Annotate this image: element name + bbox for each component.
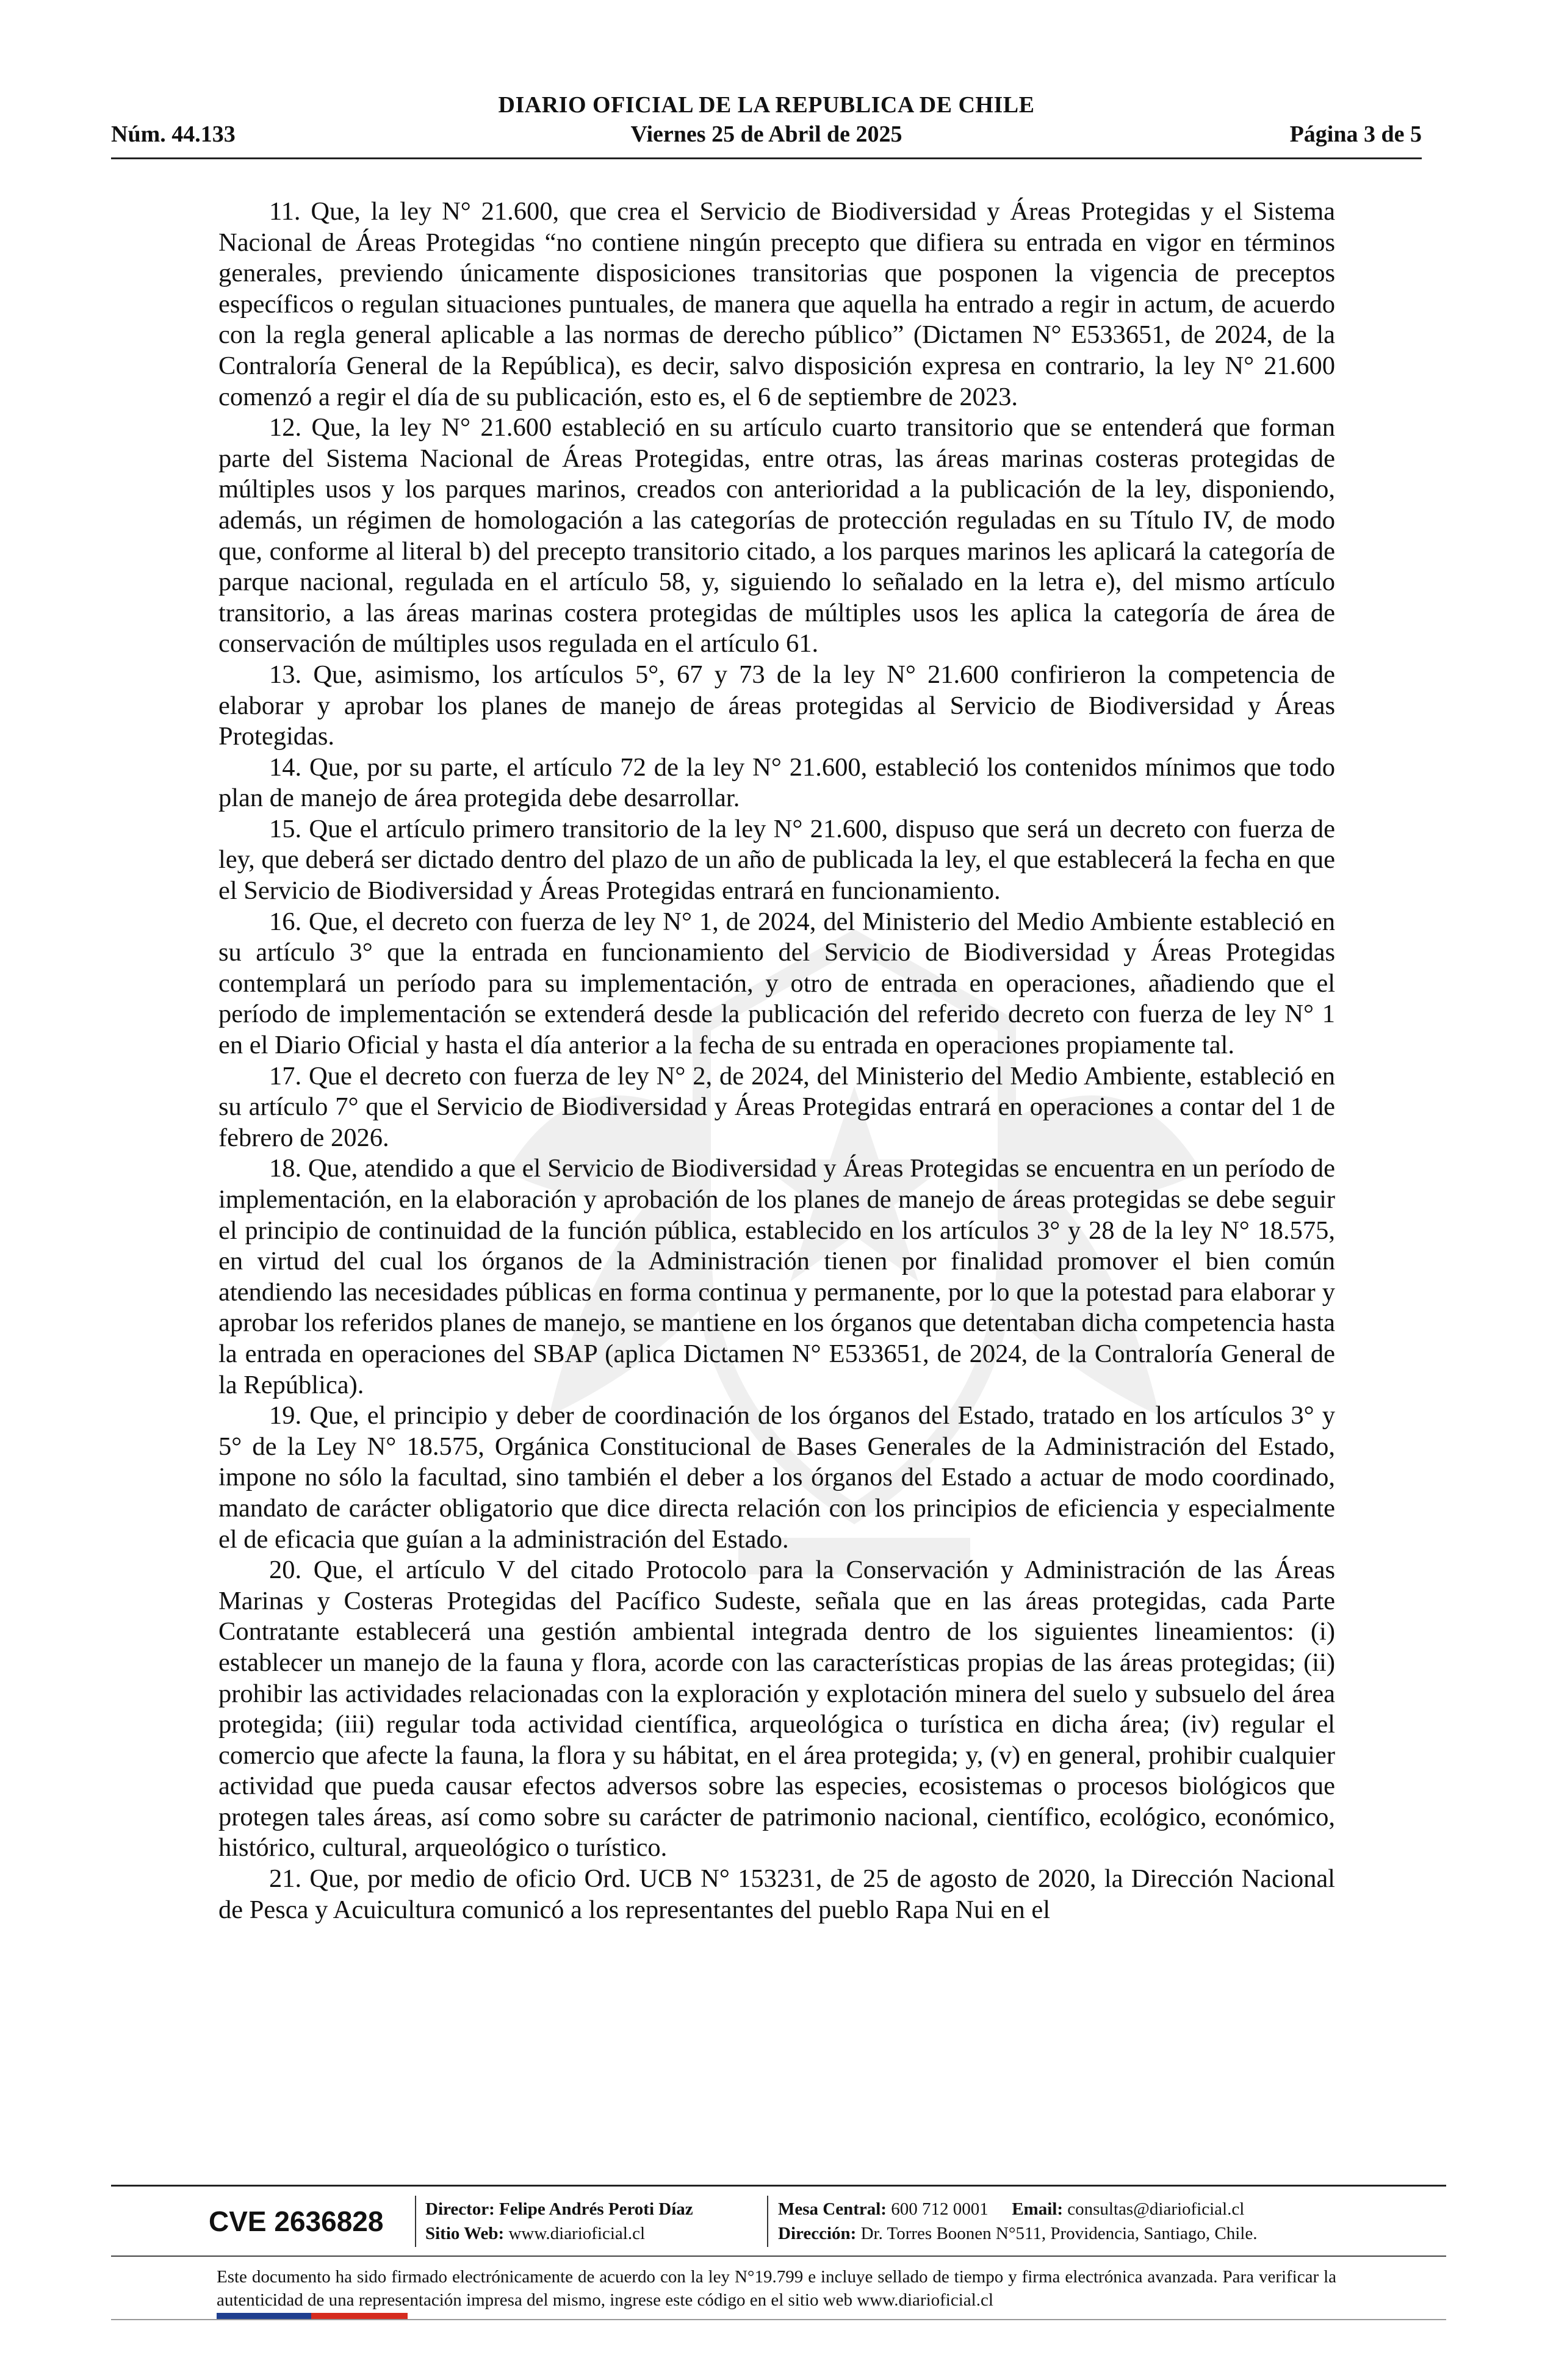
director-label: Director: [425, 2199, 495, 2219]
paragraph-11: 11. Que, la ley N° 21.600, que crea el Servicio de Biodiversidad y Áreas Protegidas y el Sistema Nacional de Áreas Protegidas “no contiene ningún precepto que difiera su entrada en vigor en términos generales, previendo únicamente disposiciones transitorias que posponen la vigencia de preceptos específicos o regulan situaciones puntuales, de manera que aquella ha entrado a regir in actum, de acuerdo con la regla general aplicable a las normas de derecho público” (Dictamen N° E533651, de 2024, de la Contraloría General de la República), es decir, salvo disposición expresa en contrario, la ley N° 21.600 comenzó a regir el día de su publicación, esto es, el 6 de septiembre de 2023. [218, 197, 1335, 411]
paragraph-15: 15. Que el artículo primero transitorio de la ley N° 21.600, dispuso que será un decreto con fuerza de ley, que deberá ser dictado dentro del plazo de un año de publicada la ley, el que establecerá la fecha en que el Servicio de Biodiversidad y Áreas Protegidas entrará en funcionamiento. [218, 814, 1335, 906]
issue-number: Núm. 44.133 [111, 121, 236, 147]
paragraph-12: 12. Que, la ley N° 21.600 estableció en su artículo cuarto transitorio que se entenderá que forman parte del Sistema Nacional de Áreas Protegidas, entre otras, las áreas marinas costeras protegidas de múltiples usos y los parques marinos, creados con anterioridad a la publicación de la ley, disponiendo, además, un régimen de homologación a las categorías de protección reguladas en su Título IV, de modo que, conforme al literal b) del precepto transitorio citado, a los parques marinos les aplicará la categoría de parque nacional, regulada en el artículo 58, y, siguiendo lo señalado en la letra e), del mismo artículo transitorio, a las áreas marinas costera protegidas de múltiples usos les aplica la categoría de área de conservación de múltiples usos regulada en el artículo 61. [218, 413, 1335, 658]
footer-contact-block [778, 2197, 1257, 2246]
paragraph-14: 14. Que, por su parte, el artículo 72 de la ley N° 21.600, estableció los contenidos mínimos que todo plan de manejo de área protegida debe desarrollar. [218, 752, 1335, 813]
footer-divider-mid [111, 2256, 1446, 2257]
central-phone: 600 712 0001 [891, 2199, 989, 2219]
footer-info [111, 2191, 1446, 2252]
cve-code: CVE 2636828 [209, 2205, 384, 2237]
email-label: Email: [1012, 2199, 1063, 2219]
header-divider [111, 157, 1422, 159]
paragraph-20: 20. Que, el artículo V del citado Protocolo para la Conservación y Administración de las Áreas Marinas y Costeras Protegidas del Pacífico Sudeste, señala que en las áreas protegidas, cada Parte Contratante establecerá una gestión ambiental integrada dentro de los siguientes lineamientos: (i) establecer un manejo de la fauna y flora, acorde con las características propias de las áreas protegidas; (ii) prohibir las actividades relacionadas con la exploración y explotación minera del suelo y subsuelo del área protegida; (iii) regular toda actividad científica, arqueológica o turística en dicha área; (iv) regular el comercio que afecte la fauna, la flora y su hábitat, en el área protegida; y, (v) en general, prohibir cualquier actividad que pueda causar efectos adversos sobre las especies, ecosistemas o procesos biológicos que protegen tales áreas, así como sobre su carácter de patrimonio nacional, científico, ecológico, económico, histórico, cultural, arqueológico o turístico. [218, 1556, 1335, 1863]
email-link[interactable]: consultas@diarioficial.cl [1067, 2199, 1245, 2219]
paragraph-17: 17. Que el decreto con fuerza de ley N° 2, de 2024, del Ministerio del Medio Ambiente, estableció en su artículo 7° que el Servicio de Biodiversidad y Áreas Protegidas entrará en operaciones a contar del 1 de febrero de 2026. [218, 1061, 1335, 1152]
footer-director-block [425, 2197, 693, 2246]
flag-blue-bar [217, 2313, 311, 2319]
issue-date: Viernes 25 de Abril de 2025 [630, 121, 902, 147]
director-name: Felipe Andrés Peroti Díaz [499, 2199, 693, 2219]
site-label: Sitio Web: [425, 2224, 505, 2243]
paragraph-21: 21. Que, por medio de oficio Ord. UCB N° 153231, de 25 de agosto de 2020, la Dirección Nacional de Pesca y Acuicultura comunicó a los representantes del pueblo Rapa Nui en el [218, 1864, 1335, 1924]
central-label: Mesa Central: [778, 2199, 887, 2219]
footer-divider-bottom [111, 2319, 1446, 2320]
newspaper-title: DIARIO OFICIAL DE LA REPUBLICA DE CHILE [498, 92, 1035, 118]
paragraph-19: 19. Que, el principio y deber de coordinación de los órganos del Estado, tratado en los artículos 3° y 5° de la Ley N° 18.575, Orgánica Constitucional de Bases Generales de la Administración del Estado, impone no sólo la facultad, sino también el deber a los órganos del Estado a actuar de modo coordinado, mandato de carácter obligatorio que dice directa relación con los principios de eficiencia y especialmente el de eficacia que guían a la administración del Estado. [218, 1401, 1335, 1554]
paragraph-18: 18. Que, atendido a que el Servicio de Biodiversidad y Áreas Protegidas se encuentra en un período de implementación, en la elaboración y aprobación de los planes de manejo de áreas protegidas se debe seguir el principio de continuidad de la función pública, establecido en los artículos 3° y 28 de la ley N° 18.575, en virtud del cual los órganos de la Administración tienen por finalidad promover el bien común atendiendo las necesidades públicas en forma continua y permanente, por lo que la potestad para elaborar y aprobar los referidos planes de manejo, se mantiene en los órganos que detentaban dicha competencia hasta la entrada en operaciones del SBAP (aplica Dictamen N° E533651, de 2024, de la Contraloría General de la República). [218, 1154, 1335, 1399]
electronic-signature-notice: Este documento ha sido firmado electrónicamente de acuerdo con la ley N°19.799 e incluye sellado de tiempo y firma electrónica avanzada. Para verificar la autenticidad de una representación impresa del mismo, ingrese este código en el sitio web www.diarioficial.cl [217, 2267, 1336, 2310]
flag-red-bar [311, 2313, 408, 2319]
paragraph-16: 16. Que, el decreto con fuerza de ley N° 1, de 2024, del Ministerio del Medio Ambiente estableció en su artículo 3° que la entrada en funcionamiento del Servicio de Biodiversidad y Áreas Protegidas contemplará un período para su implementación, y otro de entrada en operaciones, añadiendo que el período de implementación se extenderá desde la publicación del referido decreto con fuerza de ley N° 1 en el Diario Oficial y hasta el día anterior a la fecha de su entrada en operaciones propiamente tal. [218, 907, 1335, 1060]
site-link[interactable]: www.diarioficial.cl [508, 2224, 646, 2243]
address-label: Dirección: [778, 2224, 857, 2243]
document-body [218, 197, 1335, 1925]
page-indicator: Página 3 de 5 [1289, 121, 1422, 147]
paragraph-13: 13. Que, asimismo, los artículos 5°, 67 y 73 de la ley N° 21.600 confirieron la competencia de elaborar y aprobar los planes de manejo de áreas protegidas al Servicio de Biodiversidad y Áreas Protegidas. [218, 660, 1335, 751]
footer-divider-top [111, 2185, 1446, 2187]
footer-separator [415, 2196, 416, 2247]
page-header [111, 92, 1422, 159]
footer-separator [767, 2196, 768, 2247]
address-value: Dr. Torres Boonen N°511, Providencia, Santiago, Chile. [860, 2224, 1258, 2243]
